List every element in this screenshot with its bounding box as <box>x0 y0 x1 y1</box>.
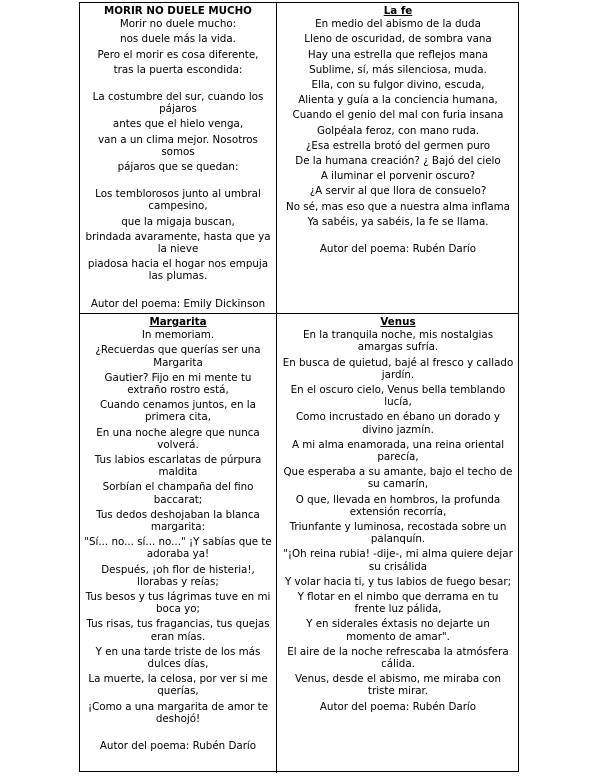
poem-line: ¿A servir al que llora de consuelo? <box>309 185 487 198</box>
poem-line: Tus labios escarlatas de púrpura maldita <box>94 454 262 479</box>
stanza-break <box>84 176 272 188</box>
poem-line: Y flotar en el nimbo que derrama en tu frente luz pálida, <box>297 591 499 616</box>
poem-line: Lleno de oscuridad, de sombra vana <box>304 33 492 46</box>
poem-line: "Sí... no... sí... no..." ¡Y sabías que te adoraba ya! <box>84 536 272 561</box>
poem-line: brindada avaramente, hasta que ya la nieve <box>85 230 271 256</box>
poem-line: En medio del abismo de la duda <box>315 18 481 31</box>
poem-table <box>79 2 519 772</box>
poem-line: Tus dedos deshojaban la blanca margarita: <box>96 508 260 534</box>
poem-line: In memoriam. <box>141 329 215 342</box>
spacer <box>84 286 272 298</box>
stanza-break <box>84 79 272 91</box>
poem-line: Alienta y guía a la conciencia humana, <box>298 94 498 107</box>
poem-line: que la migaja buscan, <box>121 215 235 228</box>
poem-author: Autor del poema: Emily Dickinson <box>90 297 266 310</box>
poem-line: En busca de quietud, bajé al fresco y callado jardín. <box>282 356 514 381</box>
poem-line: A mi alma enamorada, una reina oriental parecía, <box>291 438 505 464</box>
poem-line: van a un clima mejor. Nosotros somos <box>98 133 258 158</box>
poem-line: "¡Oh reina rubia! -dije-, mi alma quiere dejar su crisálida <box>283 548 513 573</box>
poem-line: Golpéala feroz, con mano ruda. <box>316 124 480 137</box>
poem-line: Después, ¡oh flor de histeria!, llorabas y reías; <box>101 563 255 588</box>
poem-line: A iluminar el porvenir oscuro? <box>320 170 476 183</box>
poem-line: Y en una tarde triste de los más dulces días, <box>95 645 261 671</box>
poem-line: ¡Como a una margarita de amor te deshojó! <box>87 700 269 725</box>
poem-line: Morir no duele mucho: <box>119 18 237 31</box>
poem-line: Y volar hacia ti, y tus labios de fuego besar; <box>284 575 512 588</box>
poem-line: antes que el hielo venga, <box>112 118 244 131</box>
poem-line: tras la puerta escondida: <box>113 63 243 76</box>
poem-line: En la tranquila noche, mis nostalgias amargas sufría. <box>302 329 494 354</box>
poem-line: Pero el morir es cosa diferente, <box>97 48 259 61</box>
poem-line: Ya sabéis, ya sabéis, la fe se llama. <box>307 215 489 228</box>
poem-line: nos duele más la vida. <box>120 33 236 46</box>
poem-line: Venus, desde el abismo, me miraba con triste mirar. <box>294 673 502 698</box>
poem-line: Los temblorosos junto al umbral campesino, <box>95 188 261 213</box>
poem-line: Sorbían el champaña del fino baccarat; <box>102 481 254 506</box>
poem-line: En una noche alegre que nunca volverá. <box>96 426 260 451</box>
poem-line: Cuando el genio del mal con furia insana <box>292 109 504 122</box>
poem-line: Hay una estrella que reflejos mana <box>307 48 489 61</box>
poem-line: Que esperaba a su amante, bajo el techo de su camarín, <box>283 466 513 491</box>
poem-line: Tus risas, tus fragancias, tus quejas eran mías. <box>86 618 270 643</box>
poem-line: En el oscuro cielo, Venus bella temblando lucía, <box>290 384 506 409</box>
poem-line: Ella, con su fulgor divino, escuda, <box>311 79 485 92</box>
poem-cell-venus <box>277 314 519 773</box>
poem-line: La costumbre del sur, cuando los pájaros <box>92 91 264 116</box>
poem-line: El aire de la noche refrescaba la atmósfera cálida. <box>287 645 509 671</box>
poem-line: La muerte, la celosa, por ver si me querías, <box>88 673 268 698</box>
poem-line: ¿Recuerdas que querías ser una Margarita <box>95 344 261 369</box>
poem-line: O que, llevada en hombros, la profunda extensión recorría, <box>295 493 501 518</box>
poem-line: pájaros que se quedan: <box>117 161 239 174</box>
poem-title: Venus <box>380 316 416 328</box>
spacer <box>281 231 515 243</box>
poem-title: MORIR NO DUELE MUCHO <box>104 5 252 17</box>
poem-line: Como incrustado en ébano un dorado y divino jazmín. <box>295 411 501 436</box>
poem-author: Autor del poema: Rubén Darío <box>99 740 257 753</box>
poem-cell-morir <box>80 3 277 314</box>
poem-author: Autor del poema: Rubén Darío <box>319 700 477 713</box>
poem-line: No sé, mas eso que a nuestra alma inflama <box>286 200 510 213</box>
spacer <box>84 728 272 740</box>
poem-line: Y en siderales éxtasis no dejarte un momento de amar". <box>306 618 490 643</box>
poem-line: Tus besos y tus lágrimas tuve en mi boca yo; <box>85 591 271 616</box>
poem-line: ¿Esa estrella brotó del germen puro <box>305 139 491 152</box>
poem-line: Triunfante y luminosa, recostada sobre un palanquín. <box>289 521 507 546</box>
poem-line: Cuando cenamos juntos, en la primera cita, <box>100 399 256 424</box>
poem-line: Gautier? Fijo en mi mente tu extraño rostro está, <box>104 371 252 397</box>
poem-title: La fe <box>383 5 413 17</box>
poem-line: piadosa hacia el hogar nos empuja las plumas. <box>87 258 269 283</box>
poem-line: Sublime, sí, más silenciosa, muda. <box>309 63 487 76</box>
poem-cell-margarita <box>80 314 277 773</box>
poem-author: Autor del poema: Rubén Darío <box>319 243 477 256</box>
poem-title: Margarita <box>149 316 207 328</box>
poem-cell-la-fe <box>277 3 519 314</box>
poem-line: De la humana creación? ¿ Bajó del cielo <box>295 155 501 168</box>
